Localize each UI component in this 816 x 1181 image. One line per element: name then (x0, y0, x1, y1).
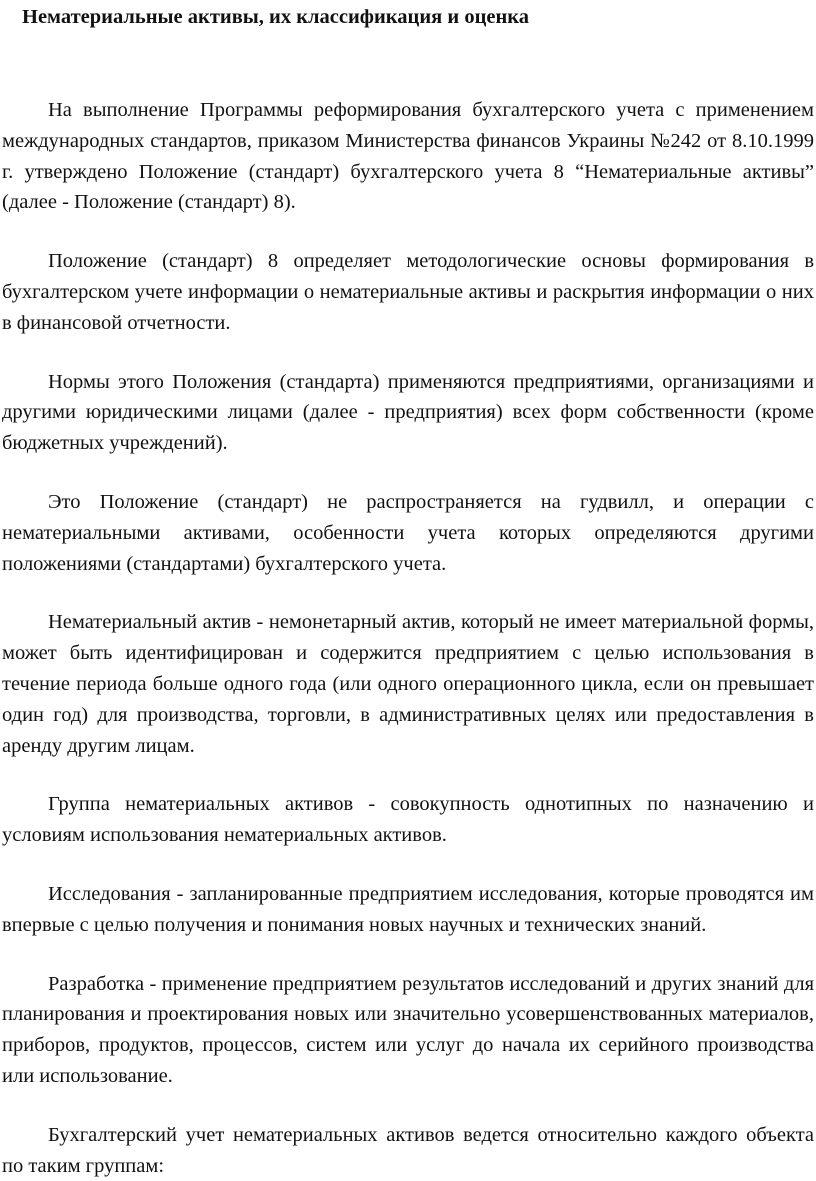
paragraph-accounting-groups: Бухгалтерский учет нематериальных активов ведется относительно каждого объекта по таким группам: (2, 1123, 814, 1177)
document-title: Нематериальные активы, их классификация и оценка (22, 6, 530, 28)
paragraph-standard-scope: Положение (стандарт) 8 определяет методологические основы формирования в бухгалтерском учете информации о нематериальные активы и раскрытия информации о них в финансовой отчетности. (2, 250, 814, 334)
document-body (2, 95, 814, 1181)
paragraph-research-definition: Исследования - запланированные предприятием исследования, которые проводятся им впервые с целью получения и понимания новых научных и технических знаний. (2, 882, 814, 936)
paragraph-development-definition: Разработка - применение предприятием результатов исследований и других знаний для планирования и проектирования новых или значительно усовершенствованных материалов, приборов, продуктов, процессов, систем или услуг до начала их серийного производства или использование. (2, 972, 814, 1087)
paragraph-program-reform: На выполнение Программы реформирования бухгалтерского учета с применением международных стандартов, приказом Министерства финансов Украины №242 от 8.10.1999 г. утверждено Положение (стандарт) бухгалтерского учета 8 “Нематериальные активы” (далее - Положение (стандарт) 8). (2, 99, 814, 214)
paragraph-asset-group-definition: Группа нематериальных активов - совокупность однотипных по назначению и условиям использования нематериальных активов. (2, 793, 814, 847)
paragraph-intangible-asset-definition: Нематериальный актив - немонетарный актив, который не имеет материальной формы, может быть идентифицирован и содержится предприятием с целью использования в течение периода больше одного года (или одного операционного цикла, если он превышает один год) для производства, торговли, в административных целях или предоставления в аренду другим лицам. (2, 611, 814, 757)
paragraph-applicability: Нормы этого Положения (стандарта) применяются предприятиями, организациями и другими юридическими лицами (далее - предприятия) всех форм собственности (кроме бюджетных учреждений). (2, 370, 814, 455)
paragraph-goodwill-exclusion: Это Положение (стандарт) не распространяется на гудвилл, и операции с нематериальными активами, особенности учета которых определяются другими положениями (стандартами) бухгалтерского учета. (2, 490, 814, 575)
